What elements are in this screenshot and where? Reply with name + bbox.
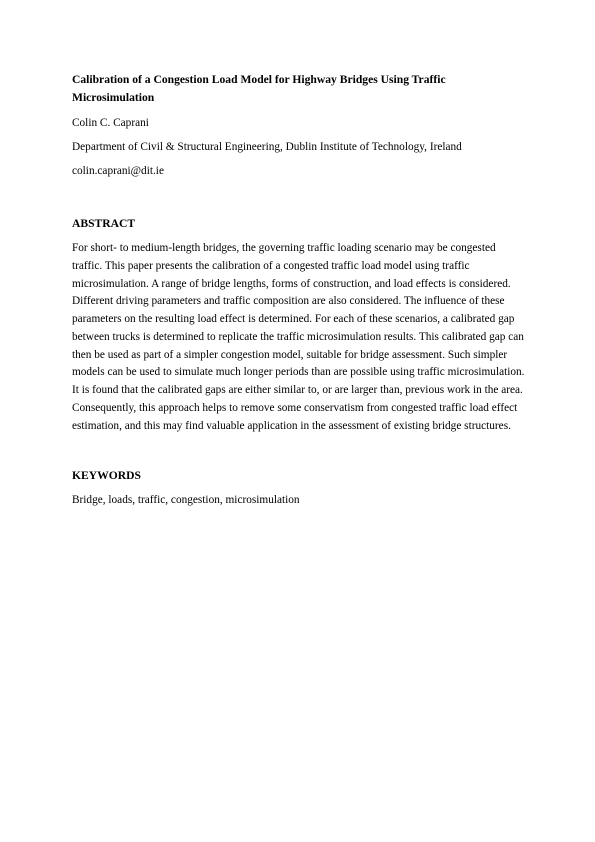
keywords-heading: KEYWORDS [72, 469, 141, 482]
author-name: Colin C. Caprani [72, 117, 149, 129]
paper-title: Calibration of a Congestion Load Model for Highway Bridges Using Traffic Microsimulation [72, 73, 446, 104]
abstract-heading: ABSTRACT [72, 217, 136, 230]
author-email: colin.caprani@dit.ie [72, 165, 164, 177]
abstract-text: For short- to medium-length bridges, the governing traffic loading scenario may be congested traffic. This paper presents the calibration of a congested traffic load model using traffic microsimulation. A range of bridge lengths, forms of construction, and load effects is considered. Different driving parameters and traffic composition are also considered. The influence of these parameters on the resulting load effect is determined. For each of these scenarios, a calibrated gap between trucks is determined to replicate the traffic microsimulation results. This calibrated gap can then be used as part of a simpler congestion model, suitable for bridge assessment. Such simpler models can be used to simulate much longer periods than are possible using traffic microsimulation. It is found that the calibrated gaps are either similar to, or are larger than, previous work in the area. Consequently, this approach helps to remove some conservatism from congested traffic load effect estimation, and this may find valuable application in the assessment of existing bridge structures. [72, 242, 525, 432]
keywords-text: Bridge, loads, traffic, congestion, microsimulation [72, 494, 300, 506]
author-affiliation: Department of Civil & Structural Engineering, Dublin Institute of Technology, Ireland [72, 141, 462, 153]
